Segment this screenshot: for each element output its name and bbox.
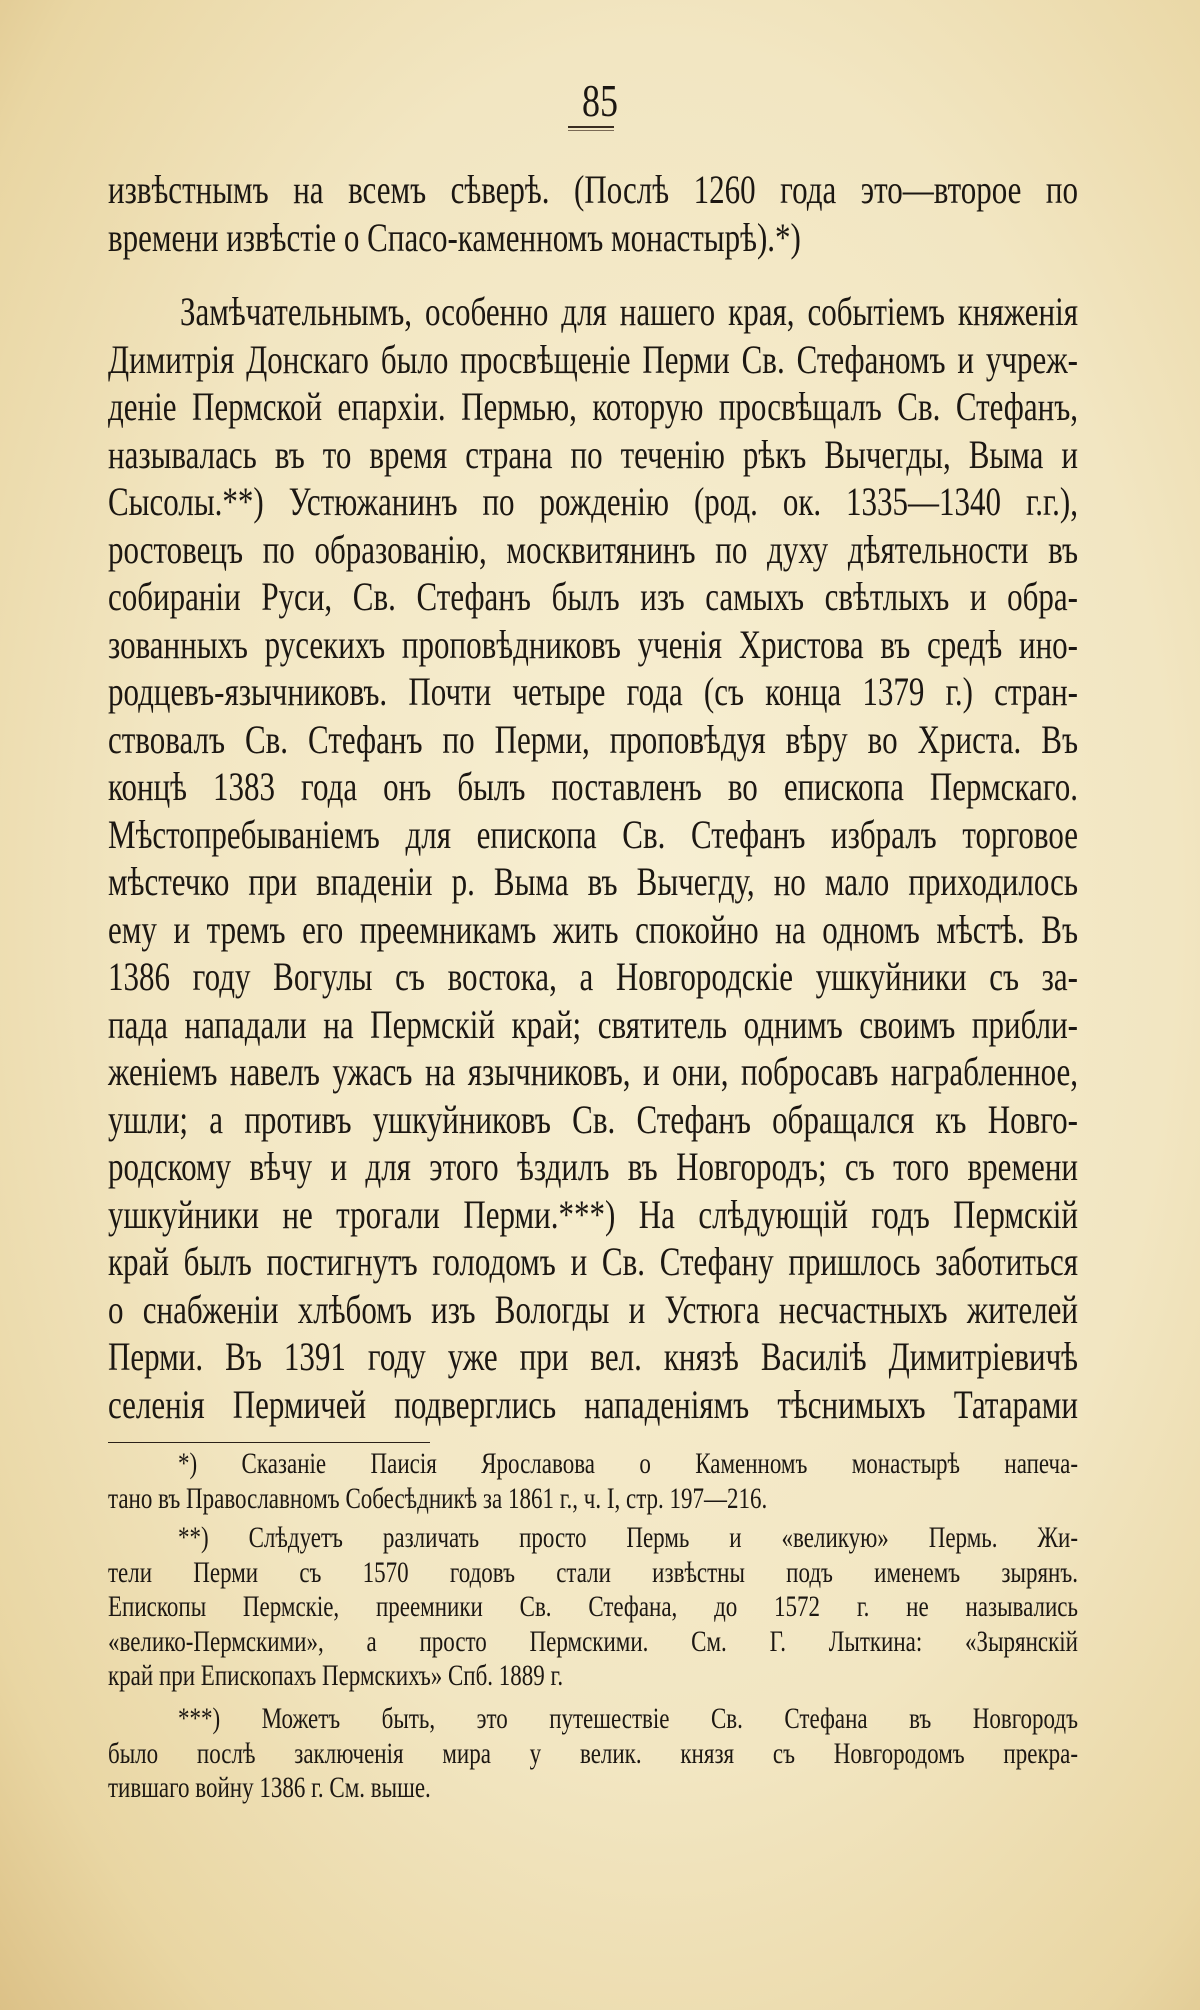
body-line: ростовецъ по образованію, москвитянинъ по духу дѣятельности въ bbox=[108, 526, 1078, 572]
body-line: называлась въ то время страна по теченію рѣкъ Вычегды, Выма и bbox=[108, 431, 1078, 477]
body-line: Димитрія Донскаго было просвѣщеніе Перми Св. Стефаномъ и учреж- bbox=[108, 336, 1078, 382]
body-line: родскому вѣчу и для этого ѣздилъ въ Новгородъ; съ того времени bbox=[108, 1143, 1078, 1189]
footnote-line: тано въ Православномъ Собесѣдникѣ за 1861 г., ч. I, стр. 197—216. bbox=[108, 1481, 768, 1515]
body-line: Сысолы.**) Устюжанинъ по рожденію (род. ок. 1335—1340 г.г.), bbox=[108, 478, 1078, 524]
page-number-underline bbox=[568, 126, 614, 131]
body-line: 1386 году Вогулы съ востока, а Новгородскіе ушкуйники съ за- bbox=[108, 953, 1078, 999]
page-number: 85 bbox=[582, 76, 618, 126]
body-line: ствовалъ Св. Стефанъ по Перми, проповѣдуя вѣру во Христа. Въ bbox=[108, 716, 1078, 762]
body-line: собираніи Руси, Св. Стефанъ былъ изъ самыхъ свѣтлыхъ и обра- bbox=[108, 573, 1078, 619]
footnote-separator bbox=[108, 1442, 430, 1443]
body-line: женіемъ навелъ ужасъ на язычниковъ, и они, побросавъ награбленное, bbox=[108, 1048, 1078, 1094]
footnote-line: было послѣ заключенія мира у велик. князя съ Новгородомъ прекра- bbox=[108, 1736, 1078, 1770]
body-line: Замѣчательнымъ, особенно для нашего края, событіемъ княженія bbox=[180, 288, 1078, 334]
footnote-line: тели Перми съ 1570 годовъ стали извѣстны подъ именемъ зырянъ. bbox=[108, 1555, 1078, 1589]
body-line: зованныхъ русекихъ проповѣдниковъ ученія Христова въ средѣ ино- bbox=[108, 621, 1078, 667]
body-line: о снабженіи хлѣбомъ изъ Вологды и Устюга несчастныхъ жителей bbox=[108, 1286, 1078, 1332]
body-line: концѣ 1383 года онъ былъ поставленъ во епископа Пермскаго. bbox=[108, 763, 1078, 809]
body-line: деніе Пермской епархіи. Пермью, которую просвѣщалъ Св. Стефанъ, bbox=[108, 383, 1078, 429]
footnote-line: край при Епископахъ Пермскихъ» Спб. 1889 г. bbox=[108, 1659, 564, 1692]
body-line: селенія Пермичей подверглись нападеніямъ тѣснимыхъ Татарами bbox=[108, 1381, 1078, 1427]
body-line: ушли; а противъ ушкуйниковъ Св. Стефанъ обращался къ Новго- bbox=[108, 1096, 1078, 1142]
body-line: родцевъ-язычниковъ. Почти четыре года (съ конца 1379 г.) стран- bbox=[108, 668, 1078, 714]
body-line: мѣстечко при впаденіи р. Выма въ Вычегду, но мало приходилось bbox=[108, 858, 1078, 904]
body-line: Мѣстопребываніемъ для епископа Св. Стефанъ избралъ торговое bbox=[108, 811, 1078, 857]
footnote-line: Епископы Пермскіе, преемники Св. Стефана, до 1572 г. не назывались bbox=[108, 1590, 1078, 1623]
body-line: край былъ постигнутъ голодомъ и Св. Стефану пришлось заботиться bbox=[108, 1238, 1078, 1284]
body-line: времени извѣстіе о Спасо-каменномъ монастырѣ).*) bbox=[108, 214, 801, 260]
body-line: пада нападали на Пермскій край; святитель однимъ своимъ прибли- bbox=[108, 1001, 1078, 1047]
body-line: Перми. Въ 1391 году уже при вел. князѣ Василіѣ Димитріевичѣ bbox=[108, 1333, 1078, 1379]
footnote-line: **) Слѣдуетъ различать просто Пермь и «великую» Пермь. Жи- bbox=[178, 1521, 1078, 1554]
footnote-line: *) Сказаніе Паисія Ярославова о Каменномъ монастырѣ напеча- bbox=[178, 1447, 1078, 1480]
footnote-line: «велико-Пермскими», а просто Пермскими. См. Г. Лыткина: «Зырянскій bbox=[108, 1624, 1078, 1658]
body-line: ушкуйники не трогали Перми.***) На слѣдующій годъ Пермскій bbox=[108, 1191, 1078, 1237]
body-line: извѣстнымъ на всемъ сѣверѣ. (Послѣ 1260 года это—второе по bbox=[108, 166, 1078, 212]
footnote-line: тившаго войну 1386 г. См. выше. bbox=[108, 1771, 431, 1804]
footnote-line: ***) Можетъ быть, это путешествіе Св. Стефана въ Новгородъ bbox=[178, 1702, 1078, 1735]
body-line: ему и тремъ его преемникамъ жить спокойно на одномъ мѣстѣ. Въ bbox=[108, 906, 1078, 952]
